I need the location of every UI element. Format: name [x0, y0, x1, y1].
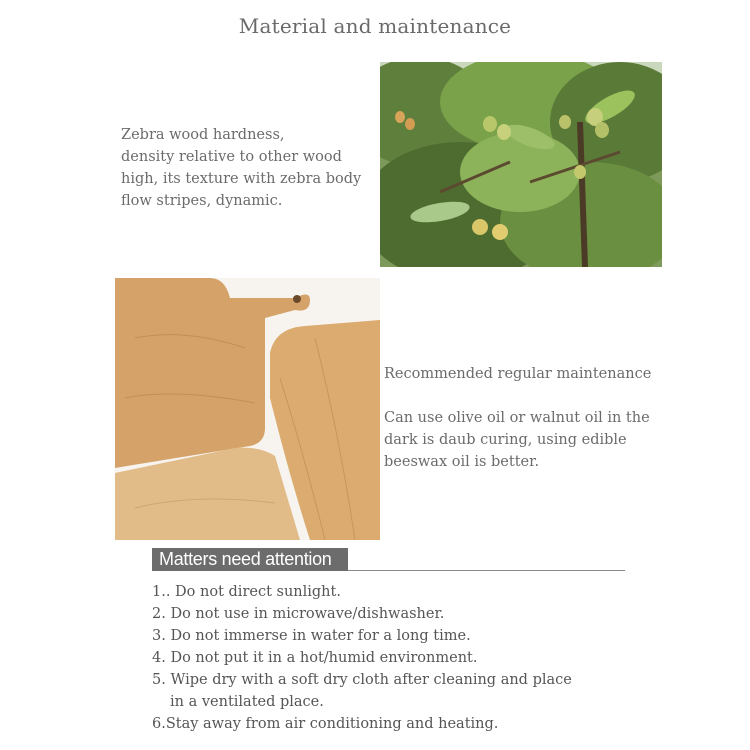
page-title: Material and maintenance — [238, 14, 512, 38]
maintenance-text — [384, 363, 684, 473]
list-item: 4. Do not put it in a hot/humid environment. — [152, 650, 478, 666]
divider — [348, 570, 625, 571]
maintenance-heading: Recommended regular maintenance — [384, 366, 652, 382]
intro-text — [121, 124, 383, 212]
list-item: 2. Do not use in microwave/dishwasher. — [152, 606, 445, 622]
attention-heading: Matters need attention — [152, 548, 348, 571]
tree-illustration — [380, 62, 662, 267]
maintenance-line: dark is daub curing, using edible — [384, 432, 627, 448]
list-item: 1.. Do not direct sunlight. — [152, 584, 341, 600]
cutting-boards-illustration — [115, 278, 380, 540]
intro-line: density relative to other wood — [121, 149, 342, 165]
intro-line: Zebra wood hardness, — [121, 127, 285, 143]
list-item-continuation: in a ventilated place. — [170, 694, 324, 710]
intro-line: high, its texture with zebra body — [121, 171, 362, 187]
cutting-boards-photo — [115, 278, 380, 540]
intro-line: flow stripes, dynamic. — [121, 193, 283, 209]
maintenance-line: Can use olive oil or walnut oil in the — [384, 410, 650, 426]
list-item: 5. Wipe dry with a soft dry cloth after cleaning and place — [152, 672, 572, 688]
attention-list — [152, 581, 622, 735]
list-item: 6.Stay away from air conditioning and heating. — [152, 716, 499, 732]
tree-photo — [380, 62, 662, 267]
list-item: 3. Do not immerse in water for a long time. — [152, 628, 471, 644]
maintenance-line: beeswax oil is better. — [384, 454, 540, 470]
